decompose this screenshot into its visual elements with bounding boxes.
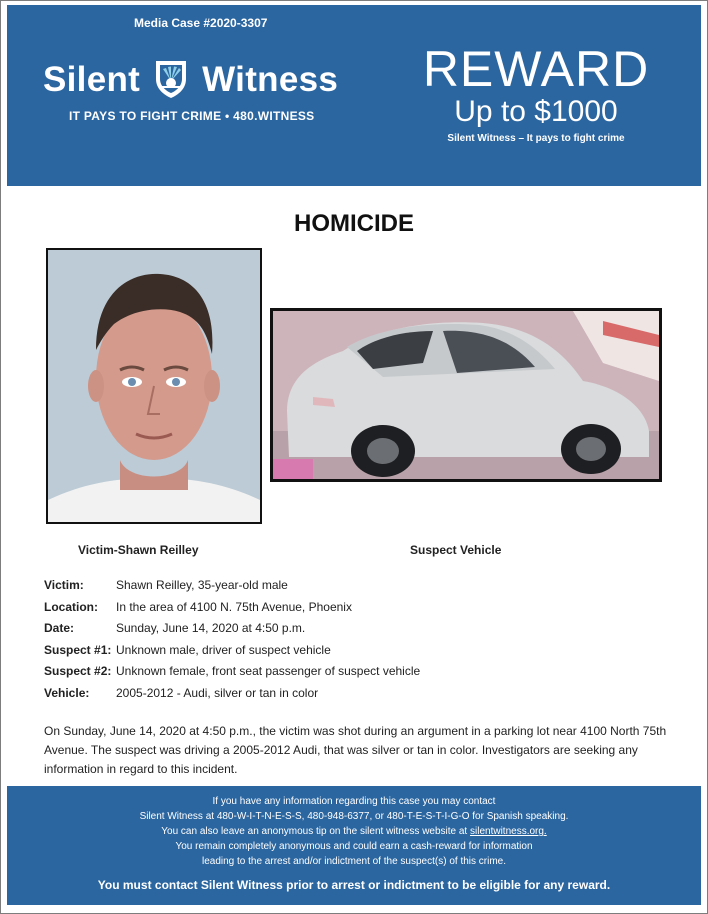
detail-value: Unknown male, driver of suspect vehicle xyxy=(116,642,331,657)
victim-caption: Victim-Shawn Reilley xyxy=(78,543,199,557)
detail-label: Suspect #2: xyxy=(44,664,112,678)
brand-left: Silent xyxy=(43,60,141,99)
victim-portrait-illustration xyxy=(48,250,260,522)
website-link[interactable]: silentwitness.org. xyxy=(470,826,547,837)
detail-value: 2005-2012 - Audi, silver or tan in color xyxy=(116,685,319,700)
case-number: Media Case #2020-3307 xyxy=(134,16,268,30)
detail-label: Location: xyxy=(44,599,98,614)
case-narrative: On Sunday, June 14, 2020 at 4:50 p.m., the victim was shot during an argument in a parking lot near 4100 North 75th Avenue. The suspect was driving a 2005-2012 Audi, that was silver or tan in color. Investigators are seeking any information in regard to this incident. xyxy=(44,724,667,776)
footer-line-4: You remain completely anonymous and could earn a cash-reward for information xyxy=(175,841,533,852)
shield-sun-icon xyxy=(154,57,188,99)
footer-line-5: leading to the arrest and/or indictment of the suspect(s) of this crime. xyxy=(201,856,507,867)
footer-line-3 xyxy=(7,824,701,839)
brand-logo xyxy=(43,57,338,100)
detail-value: Unknown female, front seat passenger of suspect vehicle xyxy=(116,664,421,678)
detail-value: Sunday, June 14, 2020 at 4:50 p.m. xyxy=(116,621,306,635)
reward-amount: Up to $1000 xyxy=(454,95,618,128)
detail-label: Victim: xyxy=(44,578,84,592)
reward-title: REWARD xyxy=(422,41,650,97)
vehicle-illustration xyxy=(273,311,659,479)
detail-value: In the area of 4100 N. 75th Avenue, Phoenix xyxy=(116,599,352,614)
header-banner xyxy=(7,5,701,186)
vehicle-photo xyxy=(270,308,662,482)
reward-tagline: Silent Witness – It pays to fight crime xyxy=(447,133,625,144)
detail-label: Date: xyxy=(44,621,75,635)
footer-line-1: If you have any information regarding this case you may contact xyxy=(212,796,496,807)
footer-line-2: Silent Witness at 480-W-I-T-N-E-S-S, 480-948-6377, or 480-T-E-S-T-I-G-O for Spanish speaking. xyxy=(139,811,569,822)
victim-photo xyxy=(46,248,262,524)
detail-label: Vehicle: xyxy=(44,685,90,700)
brand-right: Witness xyxy=(202,60,339,99)
footer-banner xyxy=(7,786,701,905)
detail-label: Suspect #1: xyxy=(44,642,112,657)
page-title: HOMICIDE xyxy=(294,210,414,237)
footer-line-3-text: You can also leave an anonymous tip on the silent witness website at xyxy=(161,826,470,837)
detail-value: Shawn Reilley, 35-year-old male xyxy=(116,578,288,592)
footer-final-notice: You must contact Silent Witness prior to arrest or indictment to be eligible for any reward. xyxy=(97,878,611,892)
brand-tagline: IT PAYS TO FIGHT CRIME • 480.WITNESS xyxy=(69,109,315,123)
vehicle-caption: Suspect Vehicle xyxy=(410,543,502,557)
